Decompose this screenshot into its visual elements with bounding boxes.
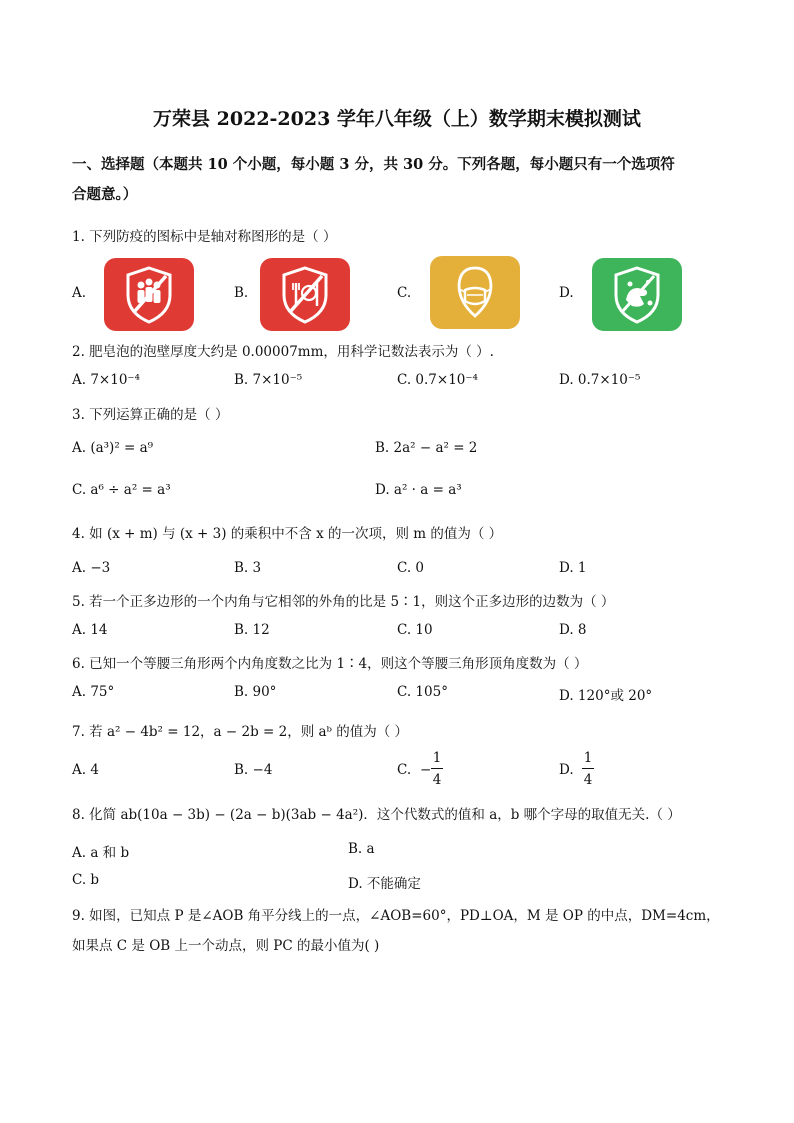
q6-option-d: D. 120°或 20°: [559, 688, 653, 704]
q4-option-d: D. 1: [559, 560, 587, 576]
q6-option-b: B. 90°: [234, 684, 277, 700]
question-3-stem: 3. 下列运算正确的是（ ）: [72, 407, 229, 423]
crowd-prohibited-icon: [104, 258, 194, 331]
q7-option-a: A. 4: [72, 762, 99, 778]
q4-option-b: B. 3: [234, 560, 262, 576]
q7-option-c-numerator: 1: [432, 750, 442, 766]
q8-option-b: B. a: [348, 841, 375, 857]
q3-option-c: C. a⁶ ÷ a² = a³: [72, 482, 171, 498]
q1-option-d-label: D.: [559, 285, 574, 301]
hand-washing-icon: [592, 258, 682, 331]
question-5-stem: 5. 若一个正多边形的一个内角与它相邻的外角的比是 5∶1，则这个正多边形的边数为（ ）: [72, 594, 615, 610]
page-title: 万荣县 2022-2023 学年八年级（上）数学期末模拟测试: [153, 108, 641, 130]
q2-option-c: C. 0.7×10⁻⁴: [397, 372, 478, 388]
q7-option-d-denominator: 4: [583, 772, 593, 788]
q2-option-a: A. 7×10⁻⁴: [72, 372, 140, 388]
no-dining-icon: [260, 258, 350, 331]
q2-option-b: B. 7×10⁻⁵: [234, 372, 303, 388]
question-2-stem: 2. 肥皂泡的泡壁厚度大约是 0.00007mm，用科学记数法表示为（ ）.: [72, 344, 494, 360]
face-mask-icon: [430, 256, 520, 329]
q3-option-d: D. a² · a = a³: [375, 482, 462, 498]
q1-option-b-label: B.: [234, 285, 249, 301]
q2-option-d: D. 0.7×10⁻⁵: [559, 372, 641, 388]
q7-option-c: C.: [397, 762, 412, 778]
question-9-line1: 9. 如图，已知点 P 是∠AOB 角平分线上的一点，∠AOB=60°，PD⊥OA，M 是 OP 的中点，DM=4cm，: [72, 908, 720, 924]
q8-option-d: D. 不能确定: [348, 876, 421, 892]
question-6-stem: 6. 已知一个等腰三角形两个内角度数之比为 1∶4，则这个等腰三角形顶角度数为（ ）: [72, 656, 588, 672]
q7-option-d-numerator: 1: [583, 750, 593, 766]
q8-option-a: A. a 和 b: [72, 845, 130, 861]
q5-option-d: D. 8: [559, 622, 587, 638]
q7-option-c-fraction-bar: [431, 768, 443, 769]
question-4-stem: 4. 如 (x + m) 与 (x + 3) 的乘积中不含 x 的一次项，则 m 的值为（ ）: [72, 526, 503, 542]
q7-option-d: D.: [559, 762, 574, 778]
q5-option-b: B. 12: [234, 622, 270, 638]
q7-option-c-denominator: 4: [432, 772, 442, 788]
section-heading-line1: 一、选择题（本题共 10 个小题，每小题 3 分，共 30 分。下列各题，每小题只有一个选项符: [72, 156, 675, 173]
q5-option-a: A. 14: [72, 622, 108, 638]
q8-option-c: C. b: [72, 872, 100, 888]
question-9-line2: 如果点 C 是 OB 上一个动点，则 PC 的最小值为( ): [72, 938, 380, 954]
question-8-stem: 8. 化简 ab(10a − 3b) − (2a − b)(3ab − 4a²)．这个代数式的值和 a，b 哪个字母的取值无关.（ ）: [72, 807, 681, 823]
q6-option-a: A. 75°: [72, 684, 115, 700]
q6-option-c: C. 105°: [397, 684, 448, 700]
q1-option-c-label: C.: [397, 285, 412, 301]
q4-option-a: A. −3: [72, 560, 111, 576]
q1-option-a-label: A.: [72, 285, 87, 301]
q3-option-a: A. (a³)² = a⁹: [72, 440, 154, 456]
q7-option-b: B. −4: [234, 762, 273, 778]
section-heading-line2: 合题意。）: [72, 186, 138, 203]
q5-option-c: C. 10: [397, 622, 433, 638]
question-1-stem: 1. 下列防疫的图标中是轴对称图形的是（ ）: [72, 229, 337, 245]
q4-option-c: C. 0: [397, 560, 425, 576]
q3-option-b: B. 2a² − a² = 2: [375, 440, 478, 456]
q7-option-d-fraction-bar: [582, 768, 594, 769]
q7-option-c-sign: −: [420, 762, 432, 778]
question-7-stem: 7. 若 a² − 4b² = 12，a − 2b = 2，则 aᵇ 的值为（ ）: [72, 724, 409, 740]
